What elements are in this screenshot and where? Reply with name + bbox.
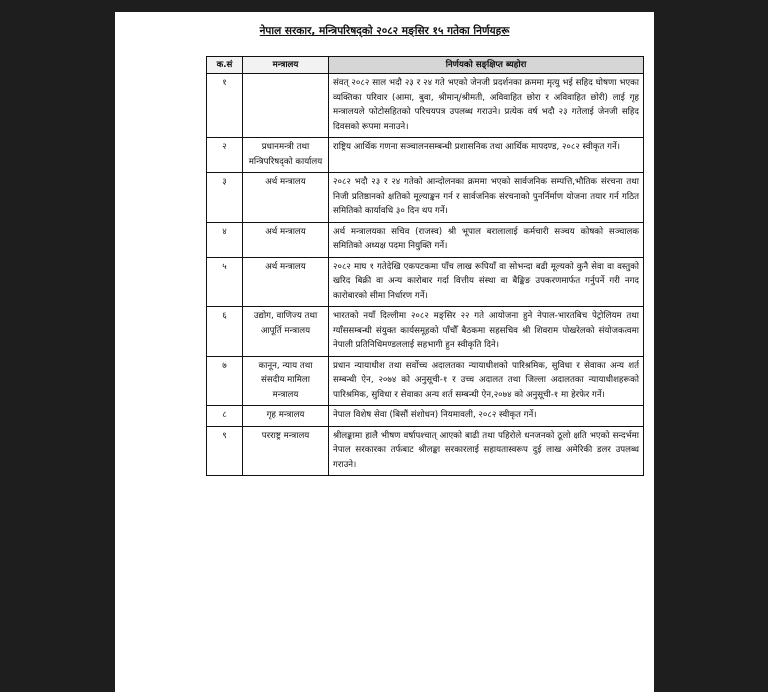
table-row (207, 426, 644, 476)
row-decision: अर्थ मन्त्रालयका सचिव (राजस्व) श्री भूपाल बरालालाई कर्मचारी सञ्चय कोषको सञ्चालक समितिको अध्यक्ष पदमा नियुक्ति गर्ने। (329, 222, 644, 257)
document-page (115, 12, 654, 692)
row-ministry: प्रधानमन्त्री तथा मन्त्रिपरिषद्को कार्यालय (243, 138, 329, 173)
row-serial-number: ७ (207, 356, 243, 406)
row-ministry: उद्योग, वाणिज्य तथा आपूर्ति मन्त्रालय (243, 307, 329, 357)
row-serial-number: ३ (207, 173, 243, 223)
header-ministry: मन्त्रालय (243, 57, 329, 74)
row-decision: श्रीलङ्कामा हालै भीषण वर्षापश्चात् आएको बाढी तथा पहिरोले धनजनको ठूलो क्षति भएको सन्दर्भमा नेपाल सरकारका तर्फबाट श्रीलङ्का सरकारलाई सहायतास्वरूप दुई लाख अमेरिकी डलर उपलब्ध गराउने। (329, 426, 644, 476)
row-serial-number: ४ (207, 222, 243, 257)
table-header-row (207, 57, 644, 74)
table-row (207, 74, 644, 138)
row-decision: भारतको नयाँ दिल्लीमा २०८२ मङ्सिर २२ गते आयोजना हुने नेपाल-भारतबिच पेट्रोलियम तथा ग्याँससम्बन्धी संयुक्त कार्यसमूहको पाँचौँ बैठकमा सहसचिव श्री शिवराम पोखरेलको संयोजकत्वमा नेपाली प्रतिनिधिमण्डललाई सहभागी हुन स्वीकृति दिने। (329, 307, 644, 357)
decisions-table (206, 56, 644, 476)
row-decision: २०८२ माघ १ गतेदेखि एकपटकमा पाँच लाख रूपियाँ वा सोभन्दा बढी मूल्यको कुनै सेवा वा वस्तुको खरिद बिक्री वा अन्य कारोबार गर्दा वित्तीय संस्था वा बैङ्किङ उपकरणमार्फत गर्नुपर्ने गरी नगद कारोबारको सीमा निर्धारण गर्ने। (329, 257, 644, 307)
table-row (207, 138, 644, 173)
header-serial-number: क.सं (207, 57, 243, 74)
row-serial-number: ८ (207, 406, 243, 427)
row-ministry: गृह मन्त्रालय (243, 406, 329, 427)
row-serial-number: २ (207, 138, 243, 173)
row-ministry (243, 74, 329, 138)
header-decision-summary: निर्णयको सङ्क्षिप्त ब्यहोरा (329, 57, 644, 74)
table-row (207, 222, 644, 257)
table-row (207, 173, 644, 223)
row-decision: २०८२ भदौ २३ र २४ गतेको आन्दोलनका क्रममा भएको सार्वजनिक सम्पत्ति,भौतिक संरचना तथा निजी प्रतिष्ठानको क्षतिको मूल्याङ्कन गर्न र सार्वजनिक संरचनाको पुनर्निर्माण योजना तयार गर्न गठित समितिको कार्यावधि ३० दिन थप गर्ने। (329, 173, 644, 223)
row-decision: राष्ट्रिय आर्थिक गणना सञ्चालनसम्बन्धी प्रशासनिक तथा आर्थिक मापदण्ड, २०८२ स्वीकृत गर्ने। (329, 138, 644, 173)
row-ministry: कानून, न्याय तथा संसदीय मामिला मन्त्रालय (243, 356, 329, 406)
row-serial-number: १ (207, 74, 243, 138)
table-row (207, 307, 644, 357)
row-serial-number: ५ (207, 257, 243, 307)
document-title: नेपाल सरकार, मन्त्रिपरिषद्को २०८२ मङ्सिर १५ गतेका निर्णयहरू (259, 25, 510, 37)
row-decision: प्रधान न्यायाधीश तथा सर्वोच्च अदालतका न्यायाधीशको पारिश्रमिक, सुविधा र सेवाका अन्य शर्त सम्बन्धी ऐन, २०७४ को अनुसूची-१ र उच्च अदालत तथा जिल्ला अदालतका न्यायाधीशहरूको पारिश्रमिक, सुविधा र सेवाका अन्य शर्त सम्बन्धी ऐन,२०७४ को अनुसूची-१ मा हेरफेर गर्ने। (329, 356, 644, 406)
row-ministry: अर्थ मन्त्रालय (243, 257, 329, 307)
row-ministry: परराष्ट्र मन्त्रालय (243, 426, 329, 476)
row-ministry: अर्थ मन्त्रालय (243, 222, 329, 257)
row-serial-number: ९ (207, 426, 243, 476)
row-ministry: अर्थ मन्त्रालय (243, 173, 329, 223)
row-serial-number: ६ (207, 307, 243, 357)
table-row (207, 406, 644, 427)
table-row (207, 257, 644, 307)
row-decision: संवत् २०८२ साल भदौ २३ र २४ गते भएको जेनजी प्रदर्शनका क्रममा मृत्यु भई सहिद घोषणा भएका व्यक्तिका परिवार (आमा, बुवा, श्रीमान्/श्रीमती, अविवाहित छोरा र अविवाहित छोरी) लाई गृह मन्त्रालयले फोटोसहितको परिचयपत्र उपलब्ध गराउने। प्रत्येक वर्ष भदौ २३ गतेलाई जेनजी सहिद दिवसको रूपमा मनाउने। (329, 74, 644, 138)
row-decision: नेपाल विशेष सेवा (बिसौं संशोधन) नियमावली, २०८२ स्वीकृत गर्ने। (329, 406, 644, 427)
table-row (207, 356, 644, 406)
